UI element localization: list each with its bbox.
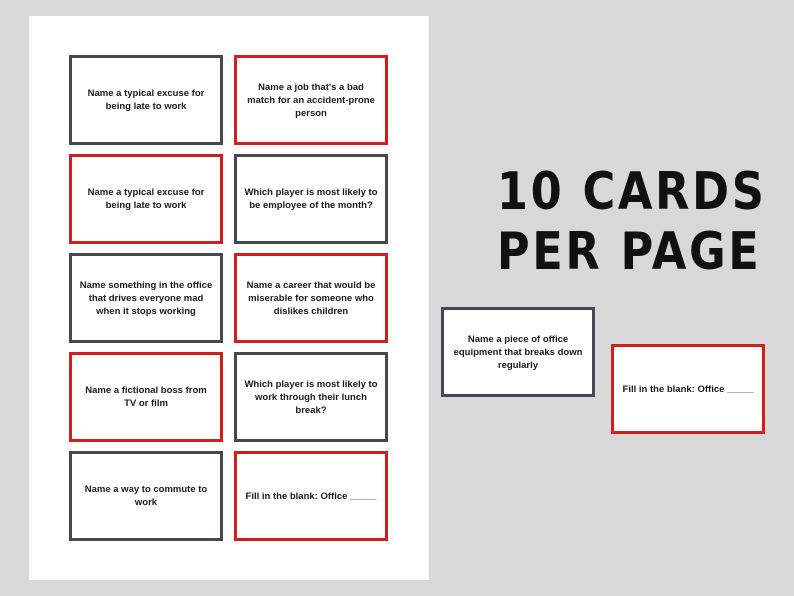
card-text: Fill in the blank: Office _____ <box>622 383 754 395</box>
card-6 <box>234 253 388 343</box>
card-10 <box>234 451 388 541</box>
card-1 <box>69 55 223 145</box>
card-4 <box>234 154 388 244</box>
card-text: Name something in the office that drives everyone mad when it stops working <box>79 279 213 317</box>
card-7 <box>69 352 223 442</box>
card-text: Name a way to commute to work <box>84 484 208 508</box>
loose-card-2 <box>611 344 765 434</box>
card-text: Which player is most likely to work through their lunch break? <box>244 378 378 416</box>
card-9 <box>69 451 223 541</box>
card-text: Name a fictional boss from TV or film <box>85 385 207 409</box>
card-8 <box>234 352 388 442</box>
card-text: Which player is most likely to be employee of the month? <box>244 187 378 211</box>
headline <box>496 162 767 282</box>
headline-line-1: 10 CARDS <box>496 162 767 222</box>
card-text: Name a typical excuse for being late to work <box>87 88 205 112</box>
headline-line-2: PER PAGE <box>496 222 762 282</box>
card-text: Name a typical excuse for being late to work <box>87 187 205 211</box>
card-text: Name a piece of office equipment that breaks down regularly <box>453 333 583 371</box>
loose-card-1 <box>441 307 595 397</box>
card-3 <box>69 154 223 244</box>
card-text: Fill in the blank: Office _____ <box>245 490 377 502</box>
card-text: Name a career that would be miserable for someone who dislikes children <box>246 279 376 317</box>
card-text: Name a job that's a bad match for an accident-prone person <box>247 81 375 119</box>
card-2 <box>234 55 388 145</box>
card-5 <box>69 253 223 343</box>
printable-sheet <box>29 16 429 580</box>
